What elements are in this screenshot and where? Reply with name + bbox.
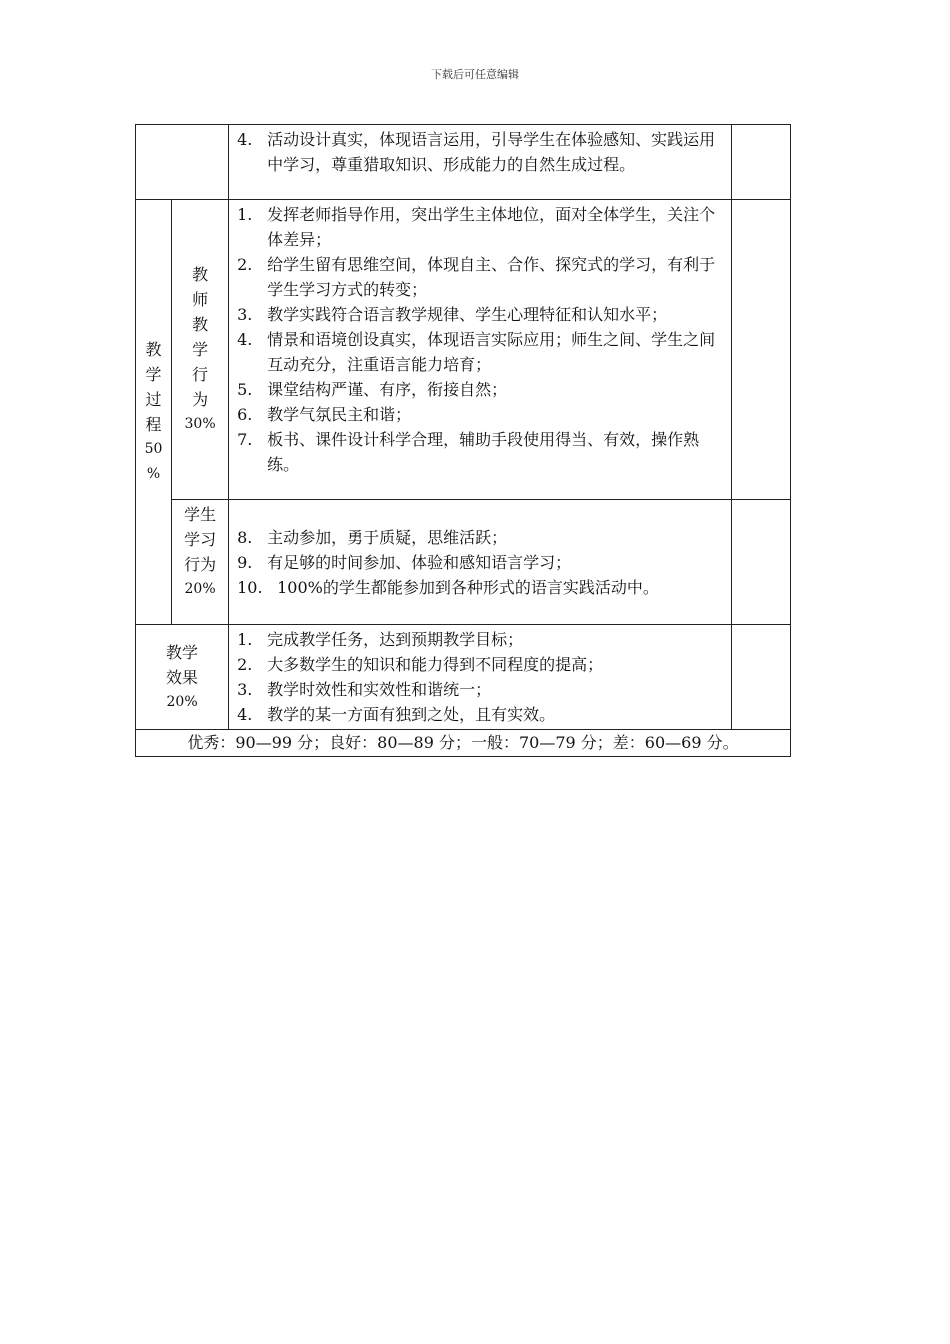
label-segment: 效果 — [166, 667, 199, 687]
item-text: 100%的学生都能参加到各种形式的语言实践活动中。 — [277, 578, 659, 597]
criteria-item — [237, 702, 723, 727]
criteria-item — [237, 525, 723, 550]
category-label-process — [136, 200, 172, 625]
label-segment: % — [146, 466, 161, 482]
label-segment: 30% — [184, 416, 216, 432]
item-text: 教学的某一方面有独到之处，且有实效。 — [267, 705, 556, 724]
item-number: 3. — [237, 305, 253, 324]
criteria-item — [237, 202, 723, 252]
item-number: 1. — [237, 205, 253, 224]
criteria-item — [237, 627, 723, 652]
table-row-teacher-behavior — [136, 200, 791, 500]
label-segment: 学习 — [184, 530, 217, 549]
criteria-list — [229, 500, 731, 602]
label-segment: 20% — [184, 581, 216, 597]
item-text: 教学实践符合语言教学规律、学生心理特征和认知水平； — [267, 305, 668, 324]
score-cell — [731, 200, 790, 500]
item-text: 主动参加，勇于质疑，思维活跃； — [267, 528, 508, 547]
label-segment: 为 — [192, 390, 209, 409]
table-row-activity-design — [136, 125, 791, 200]
criteria-list — [229, 125, 731, 179]
criteria-item — [237, 677, 723, 702]
criteria-list — [229, 200, 731, 479]
criteria-cell-teacher — [229, 200, 732, 500]
item-text: 发挥老师指导作用，突出学生主体地位，面对全体学生，关注个体差异； — [267, 205, 716, 249]
item-number: 6. — [237, 405, 253, 424]
criteria-item — [237, 327, 723, 377]
criteria-item — [237, 302, 723, 327]
criteria-item — [237, 550, 723, 575]
label-segment: 行为 — [184, 555, 217, 574]
subcategory-label-student — [172, 500, 229, 625]
table-row-student-behavior — [136, 500, 791, 625]
item-text: 有足够的时间参加、体验和感知语言学习； — [267, 553, 572, 572]
subcategory-label-teacher — [172, 200, 229, 500]
criteria-item — [237, 377, 723, 402]
item-text: 活动设计真实，体现语言运用，引导学生在体验感知、实践运用中学习，尊重猎取知识、形成能力的自然生成过程。 — [267, 130, 716, 174]
blank-category-cell — [136, 125, 229, 200]
item-number: 7. — [237, 430, 253, 449]
criteria-cell-student — [229, 500, 732, 625]
item-number: 5. — [237, 380, 253, 399]
criteria-item — [237, 252, 723, 302]
criteria-item — [237, 427, 723, 477]
item-number: 4. — [237, 330, 253, 349]
score-cell — [731, 500, 790, 625]
label-segment: 50 — [144, 441, 163, 457]
item-text: 板书、课件设计科学合理，辅助手段使用得当、有效，操作熟练。 — [267, 430, 700, 474]
criteria-cell-activity — [229, 125, 732, 200]
score-cell — [731, 125, 790, 200]
item-number: 3. — [237, 680, 253, 699]
item-number: 8. — [237, 528, 253, 547]
item-text: 大多数学生的知识和能力得到不同程度的提高； — [267, 655, 604, 674]
item-number: 1. — [237, 630, 253, 649]
item-number: 2. — [237, 655, 253, 674]
item-number: 10. — [237, 578, 263, 597]
evaluation-table — [135, 124, 791, 757]
criteria-cell-effect — [229, 625, 732, 730]
item-text: 完成教学任务，达到预期教学目标； — [267, 630, 524, 649]
label-segment: 教 — [192, 315, 209, 334]
category-label-effect — [136, 625, 229, 730]
table-row-teaching-effect — [136, 625, 791, 730]
criteria-item — [237, 127, 723, 177]
criteria-item — [237, 402, 723, 427]
item-text: 课堂结构严谨、有序，衔接自然； — [267, 380, 508, 399]
score-cell — [731, 625, 790, 730]
label-segment: 20% — [166, 693, 198, 710]
label-segment: 教学 — [166, 642, 199, 662]
label-segment: 过 — [145, 390, 162, 409]
label-segment: 教 — [145, 340, 162, 359]
label-segment: 学 — [145, 365, 162, 384]
item-number: 9. — [237, 553, 253, 572]
label-segment: 程 — [145, 415, 162, 434]
item-text: 给学生留有思维空间，体现自主、合作、探究式的学习，有利于学生学习方式的转变； — [267, 255, 716, 299]
label-segment: 教 — [192, 265, 209, 284]
item-text: 教学气氛民主和谐； — [267, 405, 412, 424]
criteria-list — [229, 625, 731, 729]
label-segment: 学 — [192, 340, 209, 359]
label-segment: 行 — [192, 365, 209, 384]
criteria-item — [237, 575, 723, 600]
item-number: 2. — [237, 255, 253, 274]
item-number: 4. — [237, 130, 253, 149]
item-number: 4. — [237, 705, 253, 724]
item-text: 情景和语境创设真实，体现语言实际应用；师生之间、学生之间互动充分，注重语言能力培育； — [267, 330, 716, 374]
header-note: 下载后可任意编辑 — [431, 68, 519, 81]
grading-scale: 优秀：90—99 分；良好：80—89 分；一般：70—79 分；差：60—69 分。 — [136, 730, 791, 757]
label-segment: 学生 — [184, 505, 217, 524]
item-text: 教学时效性和实效性和谐统一； — [267, 680, 492, 699]
label-segment: 师 — [192, 290, 209, 309]
criteria-item — [237, 652, 723, 677]
table-row-grading — [136, 730, 791, 757]
